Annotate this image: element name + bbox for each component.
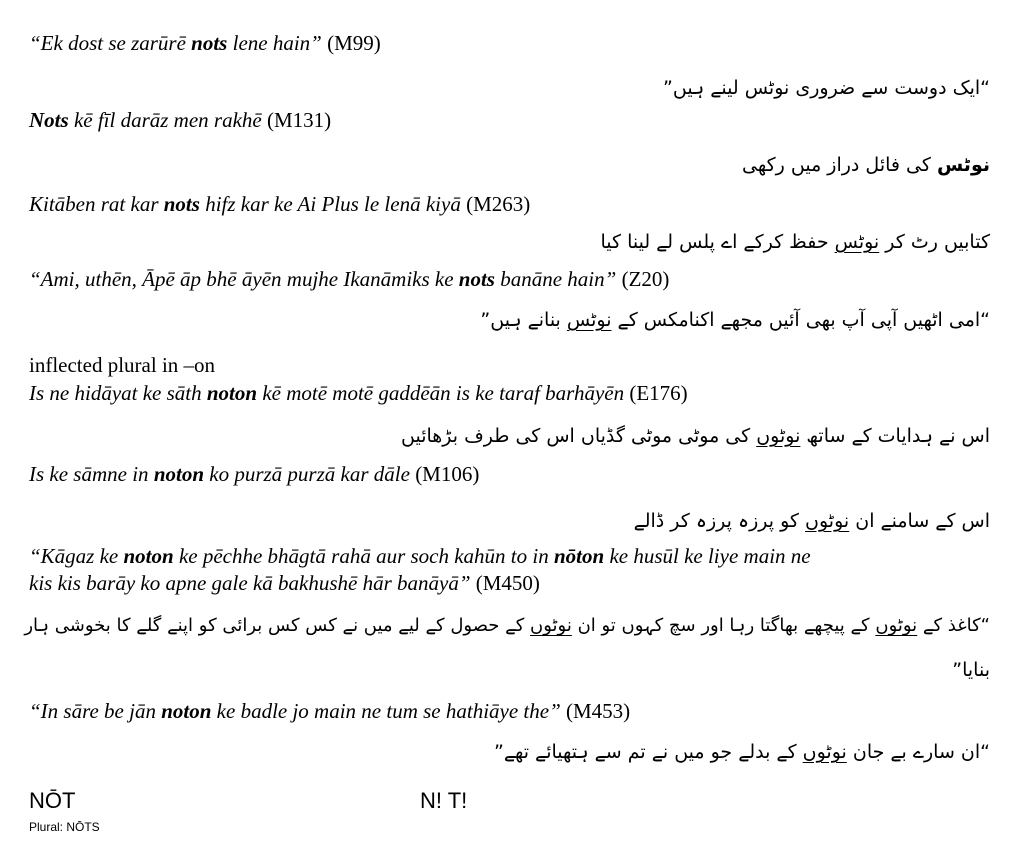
transliteration-line: Is ne hidāyat ke sāth noton kē motē motē gaddēān is ke taraf barhāyēn (E176): [29, 381, 688, 405]
transliteration-line: “Ek dost se zarūrē nots lene hain” (M99): [29, 31, 381, 55]
urdu-line: اس نے ہدایات کے ساتھ نوٹوں کی موٹی موٹی گڈیاں اس کی طرف بڑھائیں: [401, 425, 990, 447]
urdu-line: اس کے سامنے ان نوٹوں کو پرزہ پرزہ کر ڈالے: [633, 510, 990, 532]
section-note: inflected plural in –on: [29, 353, 216, 377]
urdu-line: “ایک دوست سے ضروری نوٹس لینے ہیں”: [663, 77, 990, 99]
urdu-line: “ان سارے بے جان نوٹوں کے بدلے جو میں نے تم سے ہتھیائے تھے”: [494, 741, 990, 763]
transliteration-line: “In sāre be jān noton ke badle jo main ne tum se hathiāye the” (M453): [29, 699, 631, 723]
urdu-line: “امی اٹھیں آپی آپ بھی آئیں مجھے اکنامکس کے نوٹس بنانے ہیں”: [480, 309, 990, 331]
transliteration-line: “Kāgaz ke noton ke pēchhe bhāgtā rahā aur soch kahūn to in nōton ke husūl ke liye main ne: [29, 544, 811, 568]
transliteration-line: “Ami, uthēn, Āpē āp bhē āyēn mujhe Ikanāmiks ke nots banāne hain” (Z20): [29, 267, 670, 291]
pronunciation: N! T!: [420, 788, 468, 813]
transliteration-line: Kitāben rat kar nots hifz kar ke Ai Plus le lenā kiyā (M263): [29, 192, 531, 216]
headword: NŌT: [29, 788, 76, 813]
transliteration-line: kis kis barāy ko apne gale kā bakhushē hār banāyā” (M450): [29, 571, 540, 595]
urdu-line: بنایا”: [952, 659, 990, 681]
urdu-line: “کاغذ کے نوٹوں کے پیچھے بھاگتا رہا اور سچ کہوں تو ان نوٹوں کے حصول کے لیے میں نے کس کس برائی کو اپنے گلے کا بخوشی ہار: [24, 615, 990, 636]
urdu-line: نوٹس کی فائل دراز میں رکھی: [742, 154, 990, 176]
transliteration-line: Nots kē fīl darāz men rakhē (M131): [29, 108, 332, 132]
transliteration-line: Is ke sāmne in noton ko purzā purzā kar dāle (M106): [29, 462, 480, 486]
plural-label: Plural: NŌTS: [29, 820, 100, 834]
urdu-line: کتابیں رٹ کر نوٹس حفظ کرکے اے پلس لے لینا کیا: [600, 231, 990, 253]
